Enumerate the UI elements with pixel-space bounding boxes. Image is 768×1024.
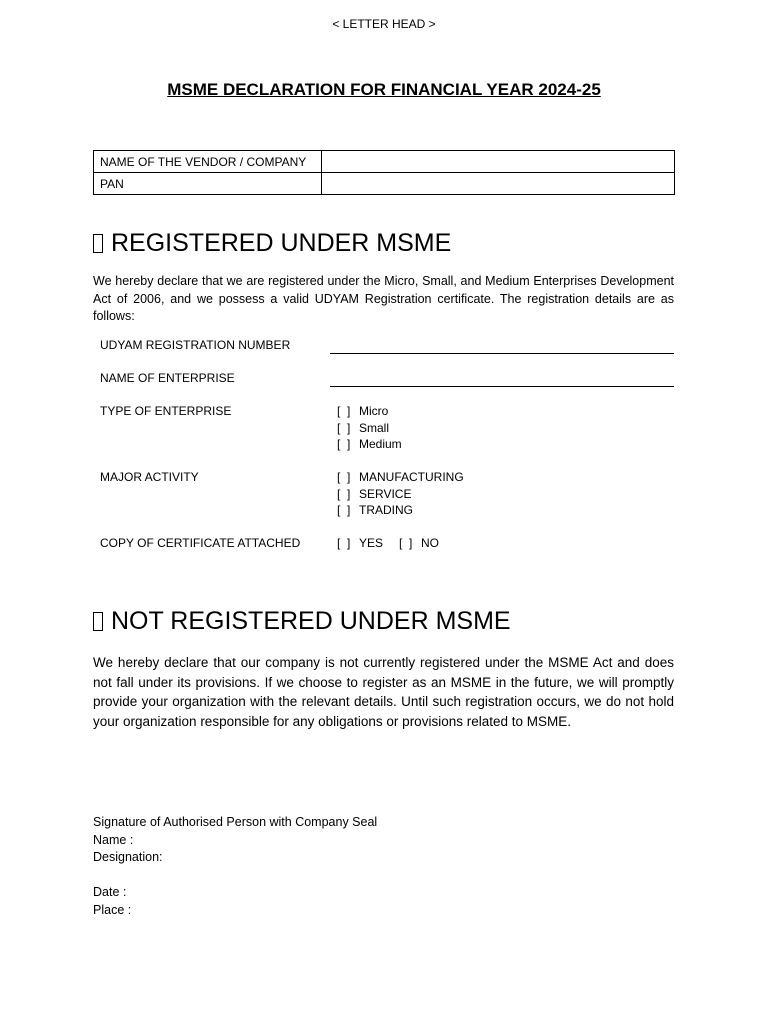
- signature-block: [93, 814, 377, 919]
- enterprise-name-input-line[interactable]: [330, 386, 674, 387]
- registered-heading: [93, 229, 451, 258]
- checkbox-bracket[interactable]: [ ]: [337, 470, 351, 484]
- major-activity-label: MAJOR ACTIVITY: [100, 470, 199, 484]
- not-registered-paragraph: We hereby declare that our company is not currently registered under the MSME Act and does not fall under its provisions. If we choose to register as an MSME in the future, we will promptly provide your organization with the relevant details. Until such registration occurs, we do not hold your organization responsible for any obligations or provisions related to MSME.: [93, 655, 674, 729]
- option-manufacturing[interactable]: [ ] MANUFACTURING: [337, 470, 464, 484]
- option-service[interactable]: [ ] SERVICE: [337, 486, 412, 501]
- pan-label: PAN: [94, 173, 322, 195]
- enterprise-name-label: NAME OF ENTERPRISE: [100, 371, 235, 385]
- major-activity-options: [337, 469, 464, 519]
- signature-line: Signature of Authorised Person with Company Seal: [93, 815, 378, 829]
- checkbox-bracket[interactable]: [ ]: [337, 420, 351, 435]
- vendor-name-label: NAME OF THE VENDOR / COMPANY: [94, 151, 322, 173]
- enterprise-type-options: [337, 403, 402, 453]
- vendor-name-field[interactable]: [322, 151, 675, 173]
- checkbox-bracket[interactable]: [ ]: [399, 536, 413, 550]
- not-registered-heading: [93, 607, 511, 636]
- checkbox-icon[interactable]: [93, 234, 103, 253]
- udyam-number-label: UDYAM REGISTRATION NUMBER: [100, 338, 291, 352]
- table-row: [94, 173, 675, 195]
- name-line: Name :: [93, 832, 134, 847]
- date-line: Date :: [93, 885, 127, 899]
- place-line: Place :: [93, 902, 132, 917]
- registered-heading-text: REGISTERED UNDER MSME: [111, 229, 452, 257]
- table-row: [94, 151, 675, 173]
- checkbox-bracket[interactable]: [ ]: [337, 437, 351, 451]
- option-no[interactable]: NO: [421, 536, 440, 550]
- letterhead-placeholder: < LETTER HEAD >: [332, 17, 436, 31]
- udyam-number-input-line[interactable]: [330, 353, 674, 354]
- spacer: [93, 867, 377, 885]
- option-trading[interactable]: [ ] TRADING: [337, 503, 413, 517]
- option-micro[interactable]: [ ] Micro: [337, 404, 389, 418]
- registered-paragraph: We hereby declare that we are registered under the Micro, Small, and Medium Enterprises Development Act of 2006, and we possess a valid UDYAM Registration certificate. The registration details are as follows:: [93, 274, 674, 323]
- option-yes[interactable]: YES: [359, 536, 384, 550]
- checkbox-bracket[interactable]: [ ]: [337, 536, 351, 550]
- not-registered-heading-text: NOT REGISTERED UNDER MSME: [111, 607, 511, 635]
- enterprise-type-label: TYPE OF ENTERPRISE: [100, 404, 232, 418]
- option-small[interactable]: [ ] Small: [337, 420, 390, 435]
- checkbox-bracket[interactable]: [ ]: [337, 486, 351, 501]
- checkbox-bracket[interactable]: [ ]: [337, 503, 351, 517]
- vendor-details-table: [93, 150, 675, 195]
- checkbox-icon[interactable]: [93, 612, 103, 631]
- checkbox-bracket[interactable]: [ ]: [337, 404, 351, 418]
- certificate-attached-label: COPY OF CERTIFICATE ATTACHED: [100, 536, 301, 550]
- pan-field[interactable]: [322, 173, 675, 195]
- certificate-attached-options: [337, 536, 455, 550]
- document-title: MSME DECLARATION FOR FINANCIAL YEAR 2024-25: [167, 80, 601, 99]
- designation-line: Designation:: [93, 850, 163, 864]
- option-medium[interactable]: [ ] Medium: [337, 437, 402, 451]
